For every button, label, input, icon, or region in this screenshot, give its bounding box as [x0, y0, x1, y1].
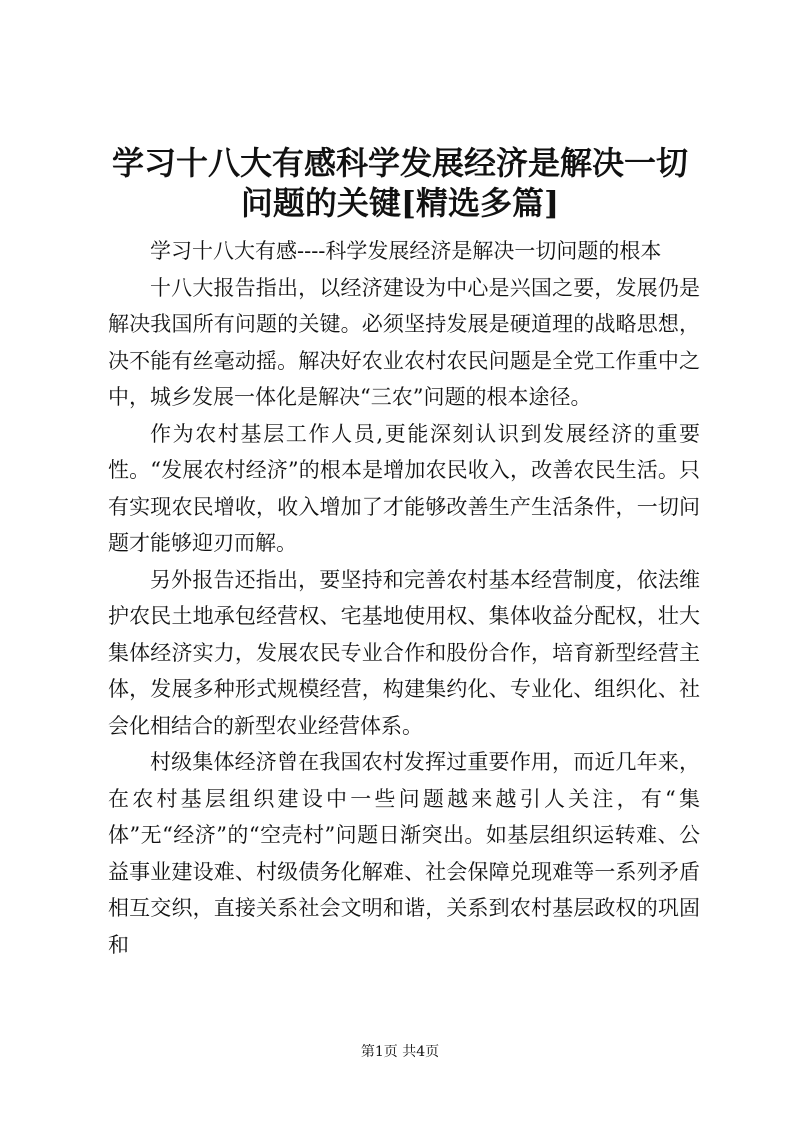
paragraph: 作为农村基层工作人员,更能深刻认识到发展经济的重要性。“发展农村经济”的根本是增加农民收入，改善农民生活。只有实现农民增收，收入增加了才能够改善生产生活条件，一切问题才能够迎刃而解。	[108, 421, 700, 555]
paragraph: 村级集体经济曾在我国农村发挥过重要作用，而近几年来，在农村基层组织建设中一些问题越来越引人关注，有“集体”无“经济”的“空壳村”问题日渐突出。如基层组织运转难、公益事业建设难、村级债务化解难、社会保障兑现难等一系列矛盾相互交织，直接关系社会文明和谐，关系到农村基层政权的巩固和	[108, 750, 700, 957]
paragraph: 十八大报告指出，以经济建设为中心是兴国之要，发展仍是解决我国所有问题的关键。必须坚持发展是硬道理的战略思想，决不能有丝毫动摇。解决好农业农村农民问题是全党工作重中之中，城乡发展一体化是解决“三农”问题的根本途径。	[108, 275, 700, 409]
page-footer: 第1页 共4页	[360, 1044, 440, 1060]
document-title: 学习十八大有感科学发展经济是解决一切问题的关键[精选多篇]	[111, 144, 688, 222]
document-body	[108, 233, 700, 963]
paragraph-subtitle: 学习十八大有感----科学发展经济是解决一切问题的根本	[150, 239, 662, 263]
paragraph: 另外报告还指出，要坚持和完善农村基本经营制度，依法维护农民土地承包经营权、宅基地使用权、集体收益分配权，壮大集体经济实力，发展农民专业合作和股份合作，培育新型经营主体，发展多种形式规模经营，构建集约化、专业化、组织化、社会化相结合的新型农业经营体系。	[108, 567, 700, 738]
